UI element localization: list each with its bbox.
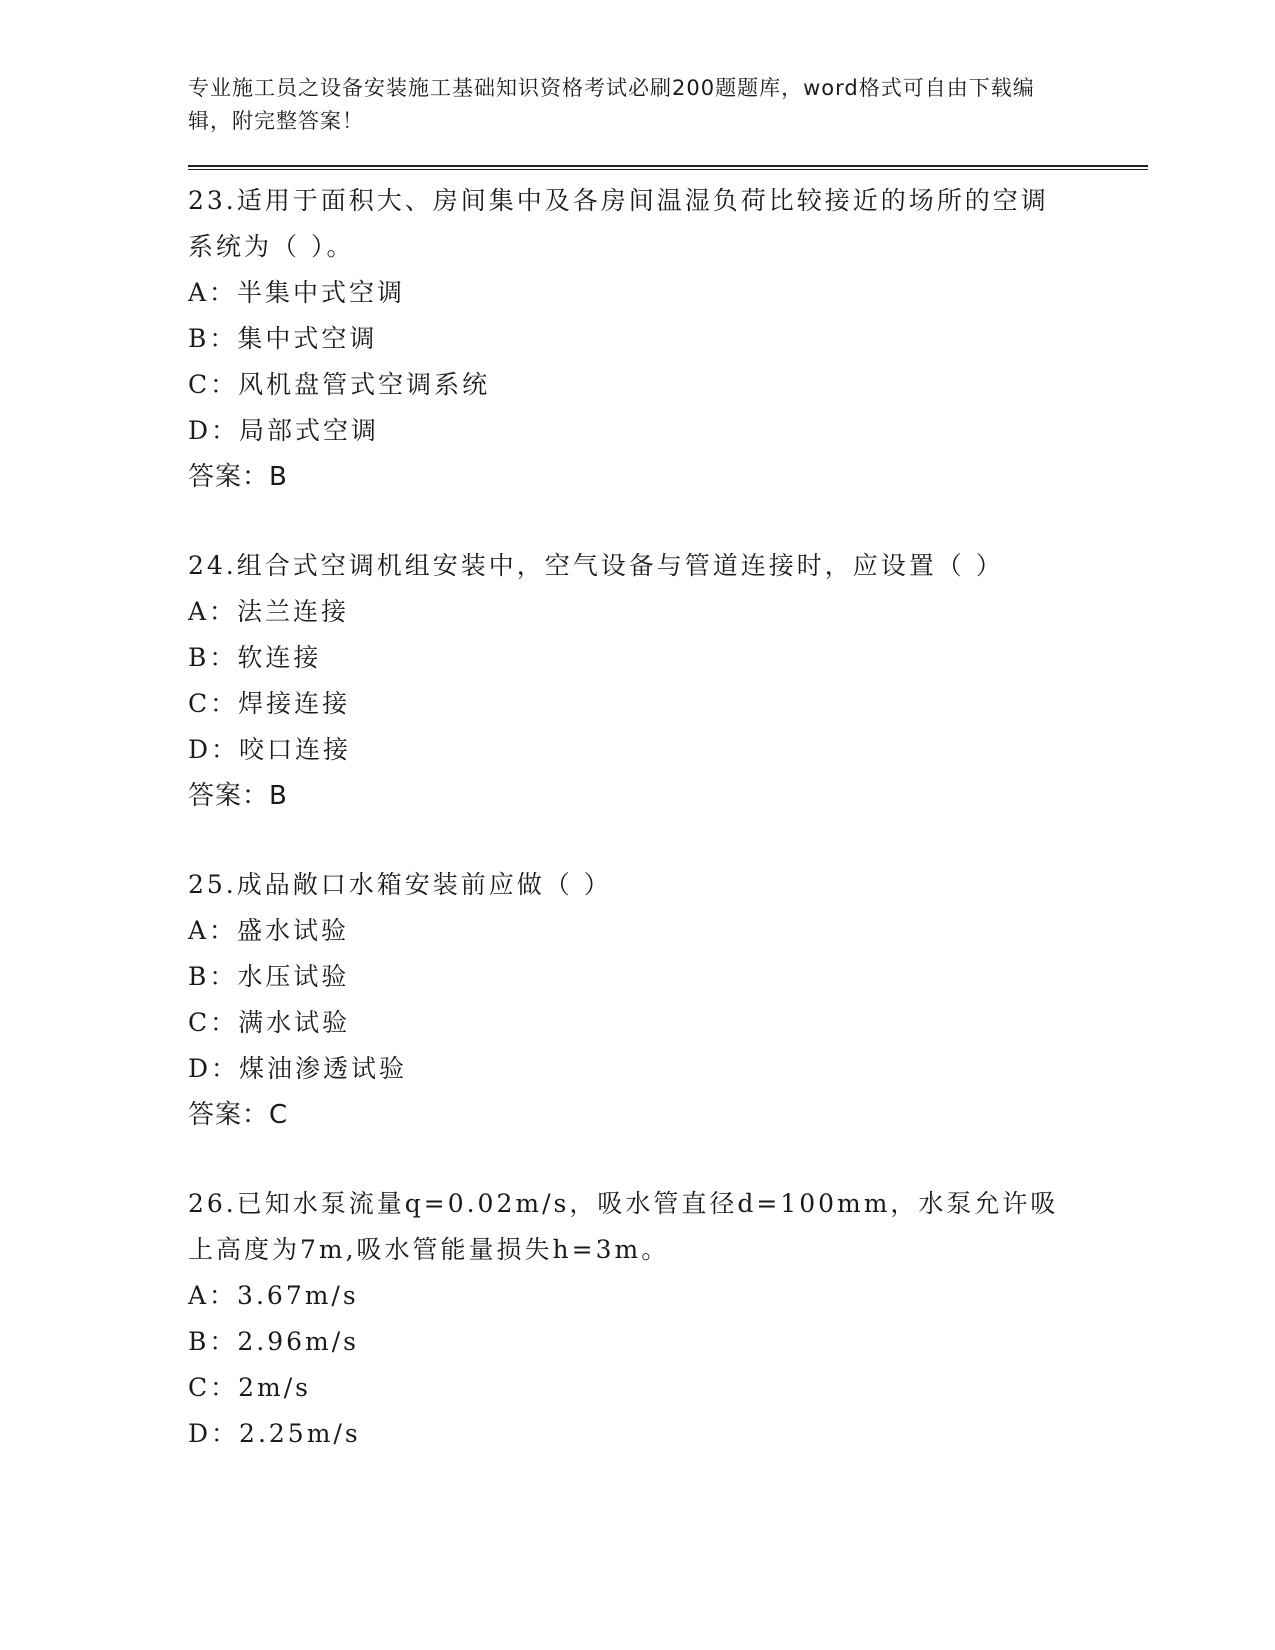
option-d: D：煤油渗透试验 bbox=[188, 1054, 408, 1083]
header-divider bbox=[188, 165, 1148, 170]
option-d: D：咬口连接 bbox=[188, 735, 352, 764]
question-24 bbox=[188, 543, 1148, 819]
option-a: A：3.67m/s bbox=[188, 1281, 359, 1310]
answer: 答案：B bbox=[188, 781, 288, 811]
question-list bbox=[188, 178, 1148, 1457]
option-a: A：半集中式空调 bbox=[188, 278, 406, 307]
document-header: 专业施工员之设备安装施工基础知识资格考试必刷200题题库，word格式可自由下载编辑，附完整答案！ bbox=[188, 76, 1035, 133]
answer: 答案：C bbox=[188, 1100, 289, 1130]
document-page bbox=[188, 72, 1148, 1500]
option-c: C：满水试验 bbox=[188, 1008, 351, 1037]
option-c: C：焊接连接 bbox=[188, 689, 351, 718]
question-25 bbox=[188, 862, 1148, 1138]
answer: 答案：B bbox=[188, 462, 288, 492]
option-c: C：风机盘管式空调系统 bbox=[188, 370, 491, 399]
question-23 bbox=[188, 178, 1148, 500]
question-stem: 26.已知水泵流量q=0.02m/s，吸水管直径d=100mm，水泵允许吸上高度为7m,吸水管能量损失h=3m。 bbox=[188, 1189, 1059, 1264]
option-b: B：软连接 bbox=[188, 643, 322, 672]
option-d: D：2.25m/s bbox=[188, 1419, 361, 1448]
question-stem: 23.适用于面积大、房间集中及各房间温湿负荷比较接近的场所的空调系统为（ ）。 bbox=[188, 186, 1049, 261]
option-b: B：水压试验 bbox=[188, 962, 350, 991]
option-b: B：集中式空调 bbox=[188, 324, 378, 353]
option-b: B：2.96m/s bbox=[188, 1327, 359, 1356]
option-c: C：2m/s bbox=[188, 1373, 311, 1402]
question-stem: 25.成品敞口水箱安装前应做（ ） bbox=[188, 870, 612, 899]
question-stem: 24.组合式空调机组安装中，空气设备与管道连接时，应设置（ ） bbox=[188, 551, 1004, 580]
question-26 bbox=[188, 1181, 1148, 1457]
option-a: A：盛水试验 bbox=[188, 916, 350, 945]
option-a: A：法兰连接 bbox=[188, 597, 350, 626]
option-d: D：局部式空调 bbox=[188, 416, 380, 445]
